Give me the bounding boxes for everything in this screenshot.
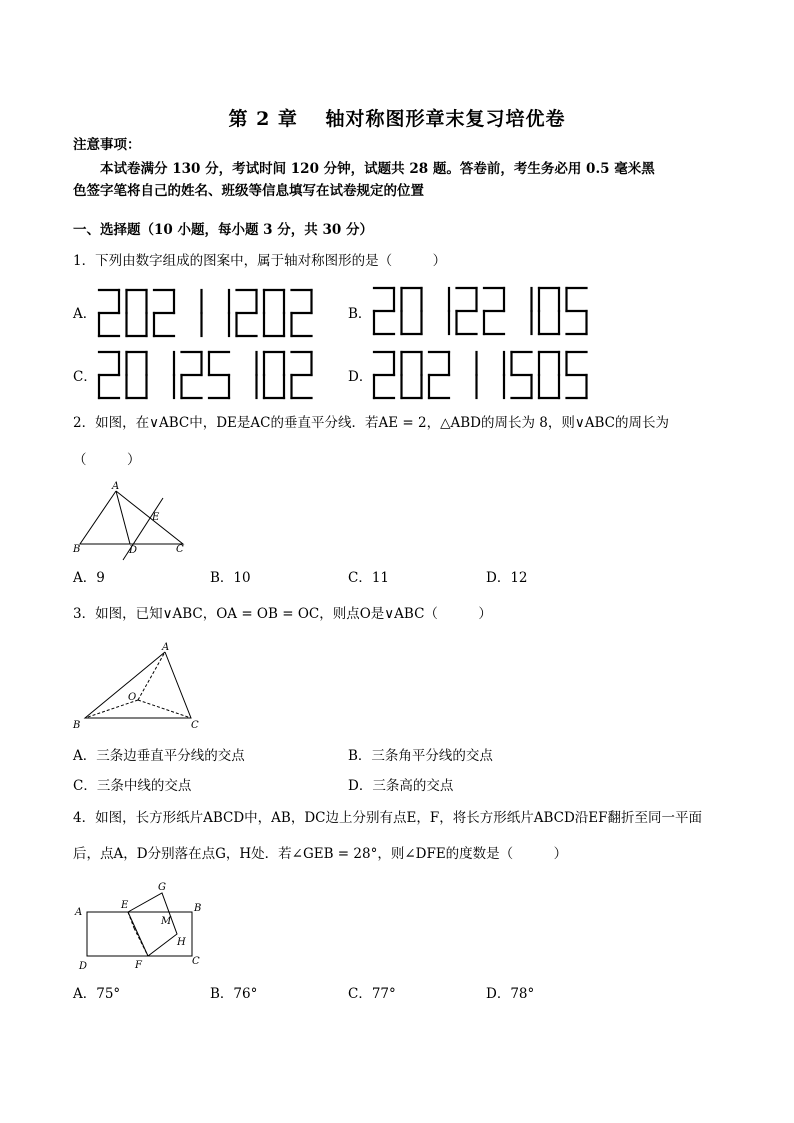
digit-2 (237, 290, 257, 336)
q2-stem: 2．如图，在∨ABC中，DE是AC的垂直平分线．若AE = 2，△ABD的周长为 8，则∨ABC的周长为 (73, 415, 669, 431)
section-heading: 一、选择题（10 小题，每小题 3 分，共 30 分） (73, 222, 373, 238)
q3-label-b: B (73, 720, 81, 731)
digit-2 (154, 290, 174, 336)
q2-label-b: B (73, 544, 81, 555)
q2-option-d: D．12 (486, 570, 528, 586)
digit-5 (567, 288, 587, 334)
q2-label-a: A (112, 481, 120, 492)
q2-stem-bracket: （ ） (73, 452, 141, 468)
q4-stem-line-2: 后，点A，D分别落在点G，H处．若∠GEB = 28°，则∠DFE的度数是（ ） (73, 846, 568, 862)
q2-segment-ad (116, 491, 130, 544)
digit-0 (127, 352, 147, 398)
digit-0 (539, 352, 559, 398)
q3-label-a: A (162, 642, 170, 653)
notice-line-1: 本试卷满分 130 分，考试时间 120 分钟，试题共 28 题。答卷前，考生务必用 0.5 毫米黑 (100, 161, 655, 177)
digit-2 (292, 352, 312, 398)
q1-option-d-digits (372, 350, 602, 402)
q1-option-d-label: D． (348, 369, 373, 385)
q4-option-a: A．75° (73, 986, 121, 1002)
q3-triangle-outline (85, 652, 191, 718)
q1-option-a-digits (97, 288, 327, 340)
digit-2 (182, 352, 202, 398)
q4-option-d: D．78° (486, 986, 535, 1002)
q4-option-b: B．76° (210, 986, 258, 1002)
notice-line-2: 色签字笔将自己的姓名、班级等信息填写在试卷规定的位置 (73, 183, 424, 199)
q3-option-d: D．三条高的交点 (348, 778, 454, 794)
q4-label-e: E (121, 900, 129, 911)
q4-label-g: G (158, 882, 166, 893)
q2-option-a: A．9 (73, 570, 105, 586)
page-title: 第 2 章 轴对称图形章末复习培优卷 (228, 108, 566, 130)
digit-0 (402, 352, 422, 398)
q1-option-a-label: A． (73, 306, 97, 322)
q4-label-b: B (194, 903, 202, 914)
digit-2 (374, 352, 394, 398)
q3-label-o: O (128, 692, 137, 703)
digit-0 (539, 288, 559, 334)
q1-option-c-label: C． (73, 369, 97, 385)
q3-option-b: B．三条角平分线的交点 (348, 748, 493, 764)
q1-option-b-digits (372, 286, 602, 338)
digit-0 (402, 288, 422, 334)
q2-label-c: C (176, 544, 184, 555)
digit-2 (99, 352, 119, 398)
q3-triangle-figure (70, 640, 210, 732)
q4-label-c: C (192, 956, 200, 967)
digit-2 (484, 288, 504, 334)
digit-2 (99, 290, 119, 336)
q1-stem: 1．下列由数字组成的图案中，属于轴对称图形的是（ ） (73, 253, 447, 269)
digit-2 (374, 288, 394, 334)
digit-0 (264, 290, 284, 336)
q1-option-c-digits (97, 350, 327, 402)
digit-0 (264, 352, 284, 398)
q4-label-f: F (135, 960, 142, 971)
digit-2 (292, 290, 312, 336)
q1-option-b-label: B． (348, 306, 372, 322)
q3-segment-oa (138, 652, 165, 700)
q3-label-c: C (191, 720, 199, 731)
q4-stem: 4．如图，长方形纸片ABCD中，AB，DC边上分别有点E，F，将长方形纸片ABCD沿EF翻折至同一平面 (73, 810, 703, 826)
notice-heading: 注意事项： (73, 137, 141, 153)
q4-option-c: C．77° (348, 986, 396, 1002)
q4-label-m: M (161, 916, 172, 927)
q4-hidden-ae (128, 912, 134, 928)
digit-5 (209, 352, 229, 398)
digit-0 (127, 290, 147, 336)
q3-segment-oc (138, 700, 191, 718)
q4-rectangle-figure (70, 876, 215, 976)
digit-5 (567, 352, 587, 398)
q2-label-e: E (152, 512, 160, 523)
q4-hidden-df (134, 928, 148, 956)
q4-label-a: A (75, 907, 83, 918)
q2-triangle-figure (70, 480, 200, 562)
q3-option-a: A．三条边垂直平分线的交点 (73, 748, 245, 764)
q4-label-d: D (79, 961, 88, 972)
q2-option-b: B．10 (210, 570, 251, 586)
q2-label-d: D (129, 545, 138, 556)
digit-2 (457, 288, 477, 334)
digit-5 (512, 352, 532, 398)
q2-option-c: C．11 (348, 570, 390, 586)
digit-2 (429, 352, 449, 398)
q2-triangle-outline (80, 491, 183, 544)
q3-option-c: C．三条中线的交点 (73, 778, 192, 794)
q4-label-h: H (177, 937, 186, 948)
q3-stem: 3．如图，已知∨ABC，OA = OB = OC，则点O是∨ABC（ ） (73, 606, 492, 622)
